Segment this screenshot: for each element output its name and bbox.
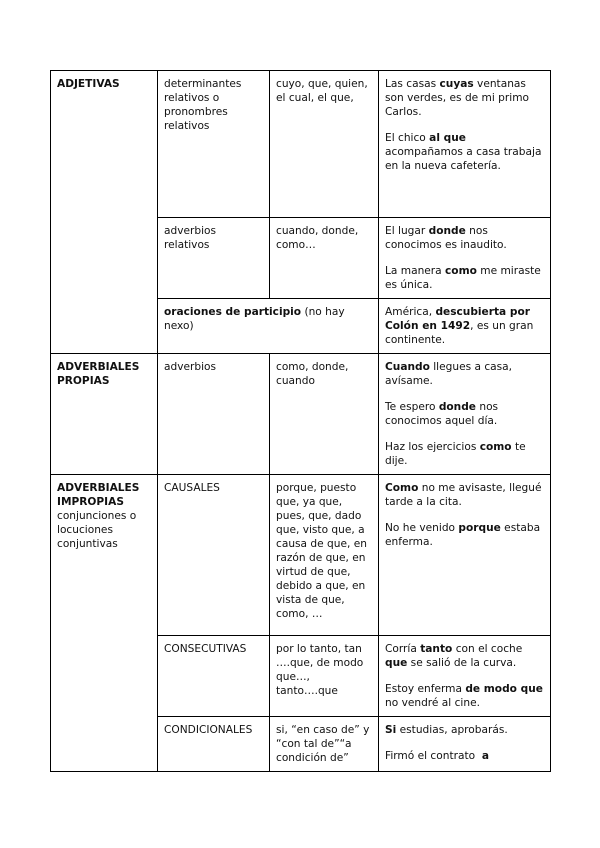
- category-subtitle: conjunciones o locuciones conjuntivas: [57, 510, 137, 550]
- words-cell: [270, 71, 379, 218]
- nexus-words: como, donde, cuando: [276, 361, 349, 387]
- type-cell: [158, 717, 270, 772]
- words-cell: [270, 354, 379, 475]
- example-sentence: No he venido porque estaba enferma.: [385, 522, 541, 548]
- examples-cell: [379, 218, 551, 299]
- words-cell: [270, 717, 379, 772]
- category-cell: [51, 71, 158, 354]
- type-cell: [158, 218, 270, 299]
- example-sentence: Firmó el contrato a: [385, 750, 489, 762]
- type-label: CAUSALES: [164, 482, 220, 494]
- example-sentence: Estoy enferma de modo que no vendré al cine.: [385, 683, 543, 709]
- example-sentence: Cuando llegues a casa, avísame.: [385, 361, 513, 387]
- examples-cell: [379, 475, 551, 636]
- category-label: ADVERBIALES IMPROPIAS: [57, 482, 140, 508]
- example-sentence: Corría tanto con el coche que se salió de la curva.: [385, 643, 523, 669]
- relative-clauses-table: [50, 70, 551, 772]
- type-label: CONSECUTIVAS: [164, 643, 247, 655]
- category-cell: [51, 354, 158, 475]
- table-row: [51, 475, 551, 636]
- type-cell: [158, 475, 270, 636]
- type-label: adverbios: [164, 361, 217, 373]
- nexus-words: si, “en caso de” y “con tal de”“a condición de”: [276, 724, 370, 764]
- nexus-words: porque, puesto que, ya que, pues, que, dado que, visto que, a causa de que, en razón de que, en virtud de que, debido a que, en vista de que, como, …: [276, 482, 367, 620]
- examples-cell: [379, 636, 551, 717]
- nexus-words: por lo tanto, tan ….que, de modo que…, tanto….que: [276, 643, 364, 697]
- examples-cell: [379, 354, 551, 475]
- example-sentence: La manera como me miraste es única.: [385, 265, 541, 291]
- words-cell: [270, 475, 379, 636]
- type-label: adverbios relativos: [164, 225, 217, 251]
- type-label-note: (no hay nexo): [164, 306, 345, 332]
- example-sentence: Si estudias, aprobarás.: [385, 724, 508, 736]
- example-sentence: El chico al que acompañamos a casa trabaja en la nueva cafetería.: [385, 132, 542, 172]
- example-sentence: Haz los ejercicios como te dije.: [385, 441, 526, 467]
- examples-cell: [379, 299, 551, 354]
- category-label: ADJETIVAS: [57, 78, 120, 90]
- nexus-words: cuando, donde, como…: [276, 225, 359, 251]
- examples-cell: [379, 71, 551, 218]
- example-sentence: El lugar donde nos conocimos es inaudito.: [385, 225, 507, 251]
- words-cell: [270, 636, 379, 717]
- example-sentence: Te espero donde nos conocimos aquel día.: [385, 401, 499, 427]
- category-label: ADVERBIALES PROPIAS: [57, 361, 140, 387]
- type-label: determinantes relativos o pronombres relativos: [164, 78, 242, 132]
- example-sentence: América, descubierta por Colón en 1492, es un gran continente.: [385, 306, 534, 346]
- category-cell: [51, 475, 158, 772]
- example-sentence: Las casas cuyas ventanas son verdes, es de mi primo Carlos.: [385, 78, 530, 118]
- type-label-bold: oraciones de participio: [164, 306, 302, 318]
- type-cell: [158, 354, 270, 475]
- example-sentence: Como no me avisaste, llegué tarde a la cita.: [385, 482, 542, 508]
- examples-cell: [379, 717, 551, 772]
- table-row: [51, 71, 551, 218]
- type-cell: [158, 299, 379, 354]
- type-cell: [158, 636, 270, 717]
- words-cell: [270, 218, 379, 299]
- table-row: [51, 354, 551, 475]
- nexus-words: cuyo, que, quien, el cual, el que,: [276, 78, 368, 104]
- type-label: CONDICIONALES: [164, 724, 253, 736]
- type-cell: [158, 71, 270, 218]
